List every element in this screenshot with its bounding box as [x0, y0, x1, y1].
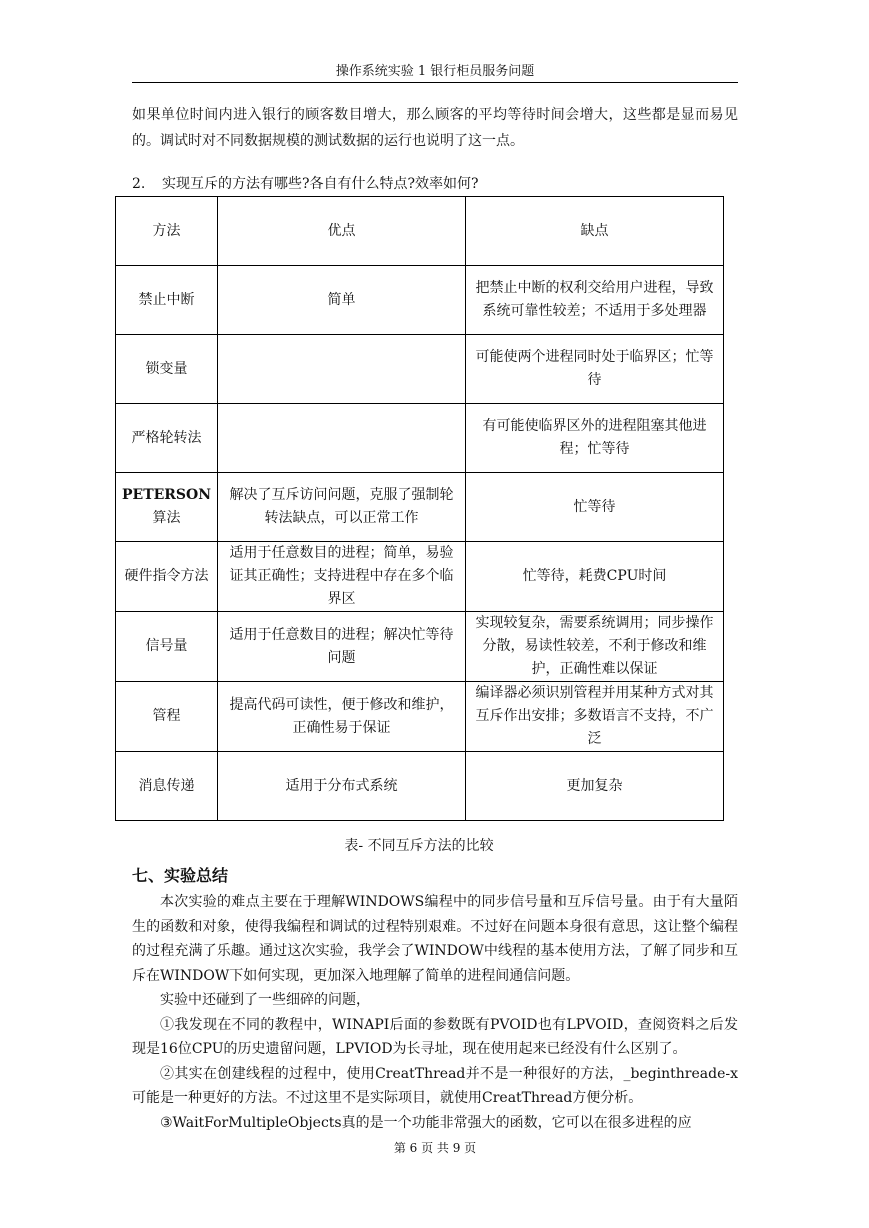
body-paragraph: ③WaitForMultipleObjects真的是一个功能非常强大的函数，它可以在很多进程的应 — [160, 1114, 692, 1131]
cons-cell: 忙等待 — [466, 473, 724, 542]
table-caption: 表- 不同互斥方法的比较 — [344, 838, 494, 854]
method-name-bold: PETERSON — [122, 487, 212, 503]
table-row — [116, 266, 724, 335]
cons-cell: 忙等待，耗费CPU时间 — [466, 542, 724, 612]
method-cell: 管程 — [116, 682, 218, 752]
table-header-cell: 优点 — [218, 197, 466, 266]
table-header-cell: 缺点 — [466, 197, 724, 266]
table-row — [116, 473, 724, 542]
pros-cell — [218, 335, 466, 404]
table-row — [116, 335, 724, 404]
table-row — [116, 752, 724, 821]
cons-cell: 编译器必须识别管程并用某种方式对其互斥作出安排；多数语言不支持，不广泛 — [466, 682, 724, 752]
cons-cell: 更加复杂 — [466, 752, 724, 821]
table-row — [116, 404, 724, 473]
pros-cell: 简单 — [218, 266, 466, 335]
method-cell: 硬件指令方法 — [116, 542, 218, 612]
intro-paragraph: 如果单位时间内进入银行的顾客数目增大，那么顾客的平均等待时间会增大，这些都是显而易见的。调试时对不同数据规模的测试数据的运行也说明了这一点。 — [132, 107, 738, 149]
comparison-table — [115, 196, 724, 821]
page-number: 第 6 页 共 9 页 — [393, 1141, 477, 1155]
method-cell — [116, 473, 218, 542]
pros-cell — [218, 404, 466, 473]
question-line — [132, 172, 479, 196]
body-paragraph: 本次实验的难点主要在于理解WINDOWS编程中的同步信号量和互斥信号量。由于有大量陌生的函数和对象，使得我编程和调试的过程特别艰难。不过好在问题本身很有意思，这让整个编程的过程充满了乐趣。通过这次实验，我学会了WINDOW中线程的基本使用方法，了解了同步和互斥在WINDOW下如何实现，更加深入地理解了简单的进程间通信问题。 — [132, 894, 738, 984]
question-text: 实现互斥的方法有哪些?各自有什么特点?效率如何? — [162, 176, 479, 192]
page-header-title: 操作系统实验 1 银行柜员服务问题 — [335, 64, 535, 79]
method-cell: 锁变量 — [116, 335, 218, 404]
table-row — [116, 542, 724, 612]
body-paragraph: ②其实在创建线程的过程中，使用CreatThread并不是一种很好的方法，_beginthreade-x可能是一种更好的方法。不过这里不是实际项目，就使用CreatThread方便分析。 — [132, 1065, 738, 1106]
table-row — [116, 682, 724, 752]
body-paragraph: ①我发现在不同的教程中，WINAPI后面的参数既有PVOID也有LPVOID，查阅资料之后发现是16位CPU的历史遗留问题，LPVIOD为长寻址，现在使用起来已经没有什么区别了。 — [132, 1016, 738, 1057]
method-name-rest: 算法 — [152, 510, 181, 526]
table-header-cell: 方法 — [116, 197, 218, 266]
pros-cell: 适用于任意数目的进程；简单，易验证其正确性；支持进程中存在多个临界区 — [218, 542, 466, 612]
body-paragraph: 实验中还碰到了一些细碎的问题， — [160, 992, 370, 1008]
question-number: 2. — [132, 176, 146, 192]
pros-cell: 解决了互斥访问问题，克服了强制轮转法缺点，可以正常工作 — [218, 473, 466, 542]
table-row — [116, 612, 724, 682]
table-header-row — [116, 197, 724, 266]
cons-cell: 把禁止中断的权利交给用户进程，导致系统可靠性较差；不适用于多处理器 — [466, 266, 724, 335]
pros-cell: 适用于分布式系统 — [218, 752, 466, 821]
method-cell: 信号量 — [116, 612, 218, 682]
header-divider — [132, 82, 738, 83]
method-cell: 消息传递 — [116, 752, 218, 821]
method-cell: 禁止中断 — [116, 266, 218, 335]
section-body — [132, 890, 738, 1135]
method-cell: 严格轮转法 — [116, 404, 218, 473]
pros-cell: 提高代码可读性，便于修改和维护，正确性易于保证 — [218, 682, 466, 752]
section-heading: 七、实验总结 — [132, 866, 229, 885]
cons-cell: 有可能使临界区外的进程阻塞其他进程；忙等待 — [466, 404, 724, 473]
pros-cell: 适用于任意数目的进程；解决忙等待问题 — [218, 612, 466, 682]
cons-cell: 实现较复杂，需要系统调用；同步操作分散，易读性较差，不利于修改和维护，正确性难以保证 — [466, 612, 724, 682]
cons-cell: 可能使两个进程同时处于临界区；忙等待 — [466, 335, 724, 404]
